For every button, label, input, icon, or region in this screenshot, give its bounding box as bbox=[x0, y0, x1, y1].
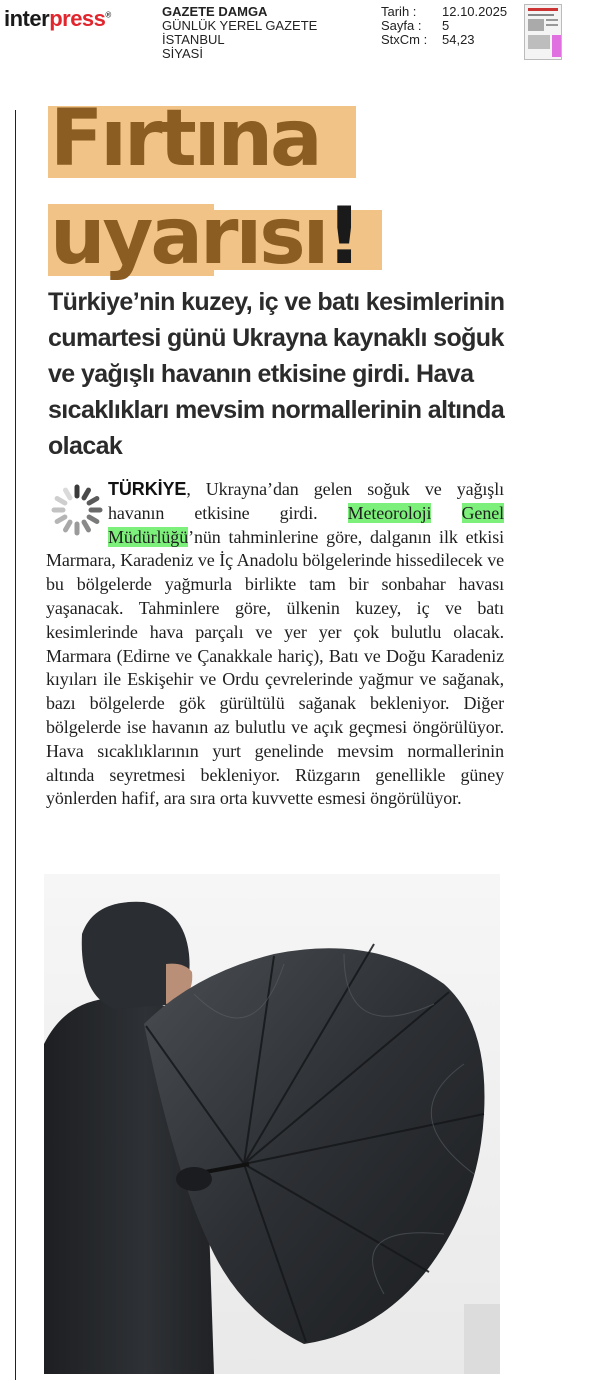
dateline: TÜRKİYE bbox=[108, 479, 187, 499]
publication-info bbox=[162, 5, 317, 61]
stxcm-value: 54,23 bbox=[442, 32, 475, 47]
publication-city: İSTANBUL bbox=[162, 32, 225, 47]
page-thumbnail[interactable] bbox=[524, 4, 562, 60]
headline-line-1: Fırtına bbox=[50, 94, 320, 184]
clipping-meta bbox=[381, 5, 507, 47]
clip-location-marker bbox=[552, 35, 561, 57]
date-label: Tarih : bbox=[381, 4, 417, 19]
page-value: 5 bbox=[442, 18, 450, 33]
subheadline: Türkiye’nin kuzey, iç ve batı kesimlerinin cumartesi günü Ukrayna kaynaklı soğuk ve yağışlı havanın etkisine girdi. Hava sıcaklıkları mevsim normallerinin altında olacak bbox=[48, 288, 505, 460]
headline-exclamation: ! bbox=[326, 192, 359, 282]
date-value: 12.10.2025 bbox=[442, 4, 508, 19]
highlighted-term: Meteoroloji bbox=[347, 502, 432, 523]
man-with-umbrella-photo bbox=[44, 874, 500, 1374]
publication-type: GÜNLÜK YEREL GAZETE bbox=[162, 18, 318, 33]
publication-section: SİYASİ bbox=[162, 46, 203, 61]
highlighted-term: Genel Müdürlüğü bbox=[108, 502, 505, 547]
stxcm-label: StxCm : bbox=[381, 32, 428, 47]
column-rule bbox=[15, 110, 16, 1380]
article-body: TÜRKİYE, Ukrayna’dan gelen soğuk ve yağışlı havanın etkisine girdi. Meteoroloji Genel Müdürlüğü’nün tahminlerine göre, dalganın ilk etkisi Marmara, Karadeniz ve İç Anadolu bölgelerinde hissedilecek ve bu bölgelerde yağmurla birlikte tam bir sonbahar havası yaşanacak. Tahminlere göre, ülkenin kuzey, iç ve batı kesimlerinde hava parçalı ve yer yer çok bulutlu olacak. Marmara (Edirne ve Çanakkale hariç), Batı ve Doğu Karadeniz kıyıları ile Eskişehir ve Ordu çevrelerinde yağmur ve sağanak, bazı bölgelerde gök gürültülü sağanak bekleniyor. Diğer bölgelerde ise havanın az bulutlu ve açık geçmesi öngörülüyor. Hava sıcaklıklarının yurt genelinde mevsim normallerinin altında seyretmesi bekleniyor. Rüzgarın genellikle güney yönlerden hafif, ara sıra orta kuvvette esmesi öngörülüyor. bbox=[46, 479, 505, 809]
publication-name: GAZETE DAMGA bbox=[162, 4, 268, 19]
interpress-logo: interpress® bbox=[4, 6, 111, 31]
page-label: Sayfa : bbox=[381, 18, 422, 33]
headline-line-2: uyarısı! bbox=[50, 192, 359, 282]
